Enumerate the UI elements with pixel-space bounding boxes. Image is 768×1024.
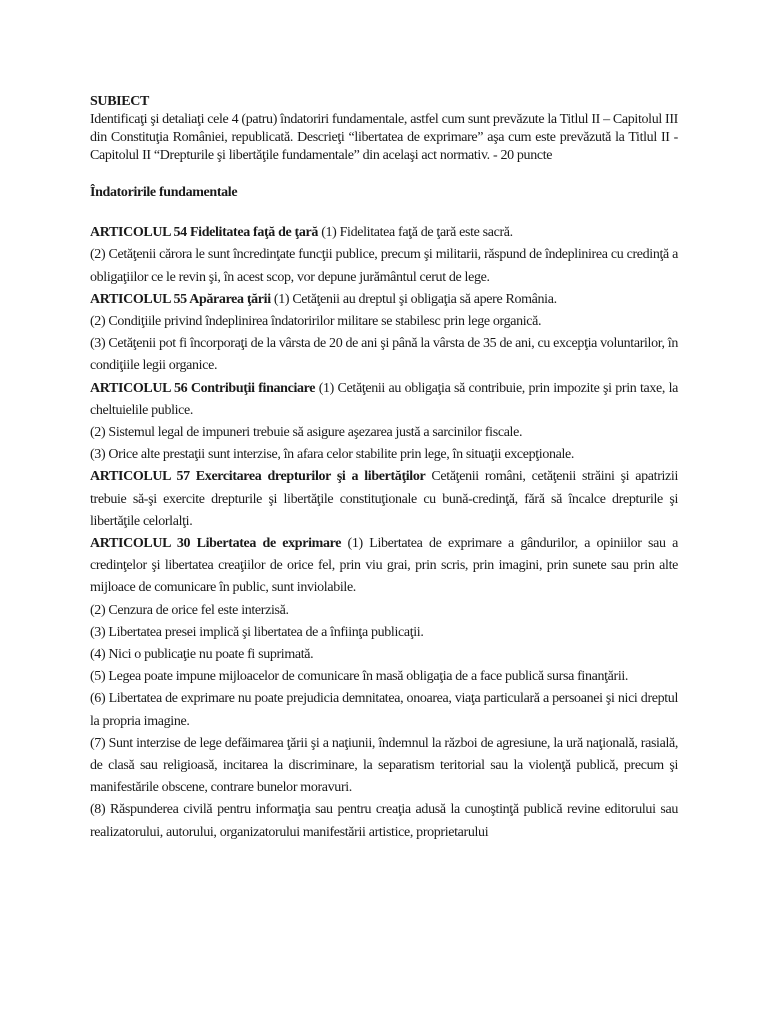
article-57-text-1: Cetăţenii români, cetăţenii străini şi apatrizii trebuie să-şi exercite drepturile şi libertăţile constituţionale cu bună-credinţă, fără să încalce drepturile şi libertăţile celorlalţi. xyxy=(90,469,678,529)
article-30-paragraph-5: (5) Legea poate impune mijloacelor de comunicare în masă obligaţia de a face publică sursa finanţării. xyxy=(90,669,629,685)
article-55-title: ARTICOLUL 55 Apărarea ţării xyxy=(90,291,271,307)
article-57-paragraph-1 xyxy=(90,466,678,533)
subject-title: SUBIECT xyxy=(90,94,150,109)
subject-text: Identificaţi şi detaliaţi cele 4 (patru) îndatoriri fundamentale, astfel cum sunt prevăzute la Titlul II – Capitolul III din Constituţia României, republicată. Descrieţi “libertatea de exprimare” aşa cum este prevăzută la Titlul II - Capitolul II “Drepturile şi libertăţile fundamentale” din acelaşi act normativ. - 20 puncte xyxy=(90,112,678,163)
article-55-paragraph-2: (2) Condiţiile privind îndeplinirea îndatoririlor militare se stabilesc prin lege organică. xyxy=(90,314,542,330)
article-54-title: ARTICOLUL 54 Fidelitatea faţă de ţară xyxy=(90,225,319,241)
section-heading: Îndatoririle fundamentale xyxy=(90,185,238,200)
document-page xyxy=(90,93,678,844)
article-54-paragraph-1 xyxy=(90,222,678,244)
article-56-paragraph-1 xyxy=(90,378,678,422)
article-54-paragraph-2: (2) Cetăţenii cărora le sunt încredinţate funcţii publice, precum şi militarii, răspund de îndeplinirea cu credinţă a obligaţiilor ce le revin şi, în acest scop, vor depune jurământul cerut de lege. xyxy=(90,247,678,285)
article-30-paragraph-7: (7) Sunt interzise de lege defăimarea ţării şi a naţiunii, îndemnul la război de agresiune, la ură naţională, rasială, de clasă sau religioasă, incitarea la discriminare, la separatism teritorial sau la violenţă publică, precum şi manifestările obscene, contrare bunelor moravuri. xyxy=(90,735,678,796)
article-55-paragraph-3: (3) Cetăţenii pot fi încorporaţi de la vârsta de 20 de ani şi până la vârsta de 35 de ani, cu excepţia voluntarilor, în condiţiile legii organice. xyxy=(90,336,678,374)
article-30-paragraph-6: (6) Libertatea de exprimare nu poate prejudicia demnitatea, onoarea, viaţa particulară a persoanei şi nici dreptul la propria imagine. xyxy=(90,691,678,729)
article-30-paragraph-3: (3) Libertatea presei implică şi libertatea de a înfiinţa publicaţii. xyxy=(90,624,424,640)
article-56-paragraph-2: (2) Sistemul legal de impuneri trebuie să asigure aşezarea justă a sarcinilor fiscale. xyxy=(90,425,523,441)
article-30-paragraph-4: (4) Nici o publicaţie nu poate fi suprimată. xyxy=(90,647,314,663)
article-54-text-1: (1) Fidelitatea faţă de ţară este sacră. xyxy=(318,225,513,241)
article-30-paragraph-1 xyxy=(90,533,678,600)
article-30-paragraph-8: (8) Răspunderea civilă pentru informaţia sau pentru creaţia adusă la cunoştinţă publică revine editorului sau realizatorului, autorului, organizatorului manifestării artistice, proprietarului xyxy=(90,802,678,840)
article-30-text-1: (1) Libertatea de exprimare a gândurilor, a opiniilor sau a credinţelor şi libertatea creaţiilor de orice fel, prin viu grai, prin scris, prin imagini, prin sunete sau prin alte mijloace de comunicare în public, sunt inviolabile. xyxy=(90,536,678,596)
article-55-paragraph-1 xyxy=(90,289,678,311)
article-56-text-1: (1) Cetăţenii au obligaţia să contribuie, prin impozite şi prin taxe, la cheltuielile publice. xyxy=(90,380,678,418)
article-30-title: ARTICOLUL 30 Libertatea de exprimare xyxy=(90,536,342,552)
article-56-paragraph-3: (3) Orice alte prestaţii sunt interzise, în afara celor stabilite prin lege, în situaţii excepţionale. xyxy=(90,447,575,463)
article-56-title: ARTICOLUL 56 Contribuţii financiare xyxy=(90,380,316,396)
article-30-paragraph-2: (2) Cenzura de orice fel este interzisă. xyxy=(90,602,289,618)
article-57-title: ARTICOLUL 57 Exercitarea drepturilor şi a libertăţilor xyxy=(90,469,426,485)
article-55-text-1: (1) Cetăţenii au dreptul şi obligaţia să apere România. xyxy=(270,291,557,307)
